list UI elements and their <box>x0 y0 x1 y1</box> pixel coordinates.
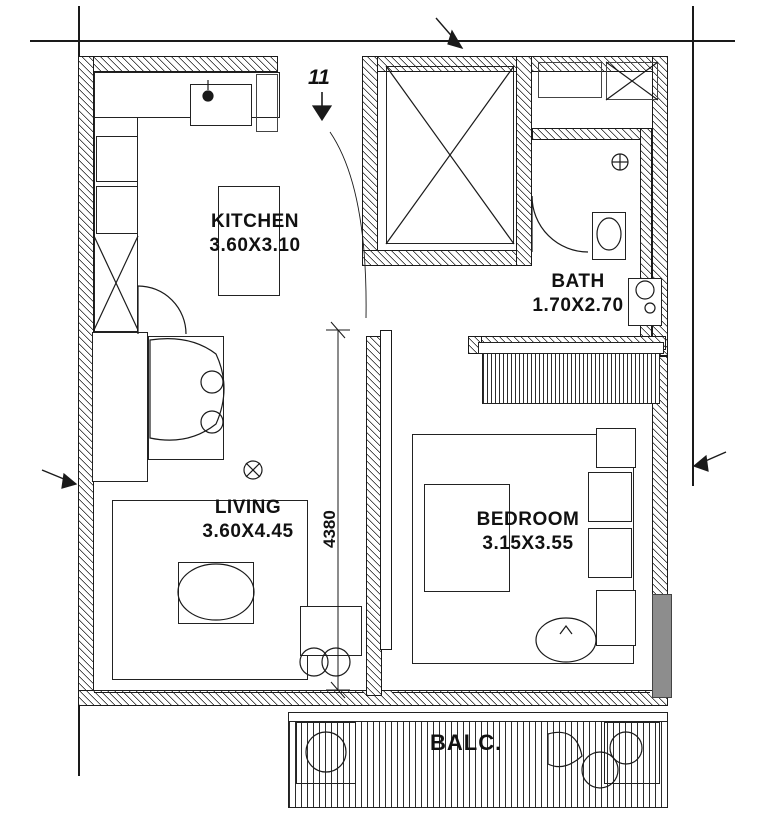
section-line-right <box>692 6 694 486</box>
wall-bath-top <box>532 128 652 140</box>
bath-wc <box>592 212 626 260</box>
bedroom-name: BEDROOM <box>476 509 580 530</box>
bedroom-window-sill <box>478 342 664 354</box>
living-armchair <box>300 606 362 656</box>
shaded-column <box>652 594 672 698</box>
room-label-balcony: BALC. <box>430 730 503 755</box>
living-coffee-table <box>178 562 254 624</box>
wall-shaft-bottom <box>362 250 532 266</box>
bedroom-window-hatch <box>482 352 660 404</box>
room-label-kitchen <box>200 210 310 258</box>
shaft-box <box>386 66 514 244</box>
kitchen-sink <box>190 84 252 126</box>
dimension-vertical-4380: 4380 <box>320 510 339 548</box>
sliding-door-track <box>380 330 392 650</box>
bedroom-dims: 3.15X3.55 <box>482 532 574 554</box>
living-cabinet <box>92 332 148 482</box>
bath-cabinet <box>606 62 658 100</box>
room-label-bath <box>518 270 638 318</box>
bedroom-desk <box>596 590 636 646</box>
living-sofa <box>148 336 224 460</box>
window-living-glass <box>94 692 364 693</box>
living-dims: 3.60X4.45 <box>202 520 294 542</box>
detail-marker-number: 11 <box>308 66 330 89</box>
bath-shower-tray <box>538 62 602 98</box>
wall-shaft-left <box>362 56 378 266</box>
kitchen-dims: 3.60X3.10 <box>209 234 301 256</box>
balcony-table <box>296 722 356 784</box>
kitchen-appliance <box>96 186 138 234</box>
window-bedroom-glass <box>392 692 650 693</box>
kitchen-counter-top <box>94 72 280 118</box>
section-line-top <box>30 40 735 42</box>
bedroom-nightstand <box>596 428 636 468</box>
kitchen-hob <box>96 136 138 182</box>
wall-shaft-right <box>516 56 532 266</box>
wall-top-left <box>78 56 278 72</box>
balcony-threshold <box>288 712 668 722</box>
kitchen-name: KITCHEN <box>211 211 299 232</box>
room-label-living <box>188 496 308 544</box>
kitchen-upper-cabinet <box>256 74 278 132</box>
living-name: LIVING <box>214 497 282 518</box>
bath-name: BATH <box>551 271 605 292</box>
room-label-bedroom <box>458 508 598 556</box>
balcony-planter <box>604 722 660 784</box>
bath-dims: 1.70X2.70 <box>532 294 624 316</box>
